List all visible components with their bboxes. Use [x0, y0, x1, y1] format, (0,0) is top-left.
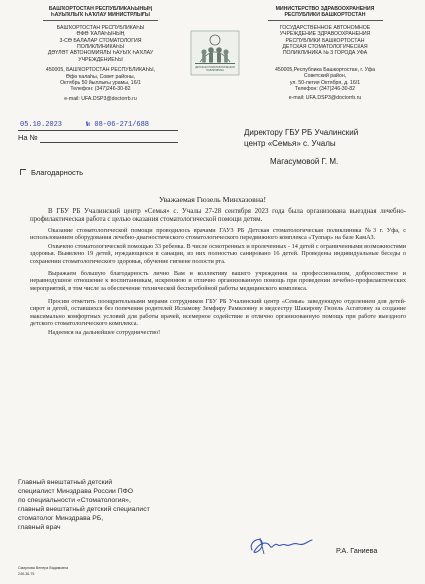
institution-bashkir-4: ПОЛИКЛИНИКАҺЫ — [77, 44, 124, 51]
paragraph-4: Выражаем большую благодарность лично Вам и коллективу вашего учреждения за профессионализм, добросовестное и неравнодушное отношение к воспитанникам, искреннюю и отлично организованную помощь при проведении лечебно-профилактических мероприятий, в том числе за обеспечение технической бесперебойной работы медицинского комплекса. — [30, 270, 406, 292]
signatory-name: Р.А. Ганиева — [336, 546, 378, 555]
signatory-line-2: специалист Минздрава России ПФО — [18, 488, 134, 495]
paragraph-6: Надеемся на дальнейшее сотрудничество! — [48, 329, 161, 337]
institution-bashkir-2: ӨФӨ ҠАЛАҺЫНЫҢ — [76, 31, 125, 38]
address-bashkir-2: Өфө ҡалаһы, Совет районы, — [65, 73, 136, 80]
ministry-bashkir-1: БАШҠОРТОСТАН РЕСПУБЛИКАҺЫНЫҢ — [48, 6, 153, 12]
institution-russian-2: УЧРЕЖДЕНИЕ ЗДРАВООХРАНЕНИЯ — [279, 31, 371, 38]
reply-number-underline — [40, 142, 178, 143]
logo-caption: ДЕТСКАЯ СТОМАТОЛОГИЧЕСКАЯ ПОЛИКЛИНИКА — [195, 66, 235, 72]
institution-bashkir-3: 3-СӨ БАЛАЛАР СТОМАТОЛОГИЯ — [59, 37, 142, 44]
email-left: e-mail: UFA.DSP3@doctorrb.ru — [64, 95, 137, 102]
signatory-line-5: стоматолог Минздрава РБ, — [18, 515, 104, 522]
executor-name: Смирнова Венера Вадимовна — [18, 566, 69, 570]
paragraph-1: В ГБУ РБ Учалинский центр «Семья» с. Учалы 27-28 сентября 2023 года была организована выездная лечебно-профилактическая работа с целью оказания стоматологической помощи детям. — [30, 208, 406, 224]
greeting: Уважаемая Гюзель Минхазовна! — [158, 195, 267, 204]
addressee-name: Магасумовой Г. М. — [270, 157, 339, 166]
registration-number: № 08-06-271/688 — [86, 121, 150, 129]
institution-russian-1: ГОСУДАРСТВЕННОЕ АВТОНОМНОЕ — [279, 24, 371, 31]
signatory-line-3: по специальности «Стоматология», — [18, 497, 131, 504]
signatory-line-6: главный врач — [18, 524, 61, 531]
header-left — [18, 6, 183, 102]
registration-underline — [18, 130, 178, 131]
paragraph-2: Оказание стоматологической помощи проводилось врачами ГАУЗ РБ Детская стоматологическая поликлиника №3 г. Уфа, с использованием оборудования лечебно-диагностического стоматологического передвижного комплекса «Тулпар» на базе КамАЗ. — [30, 226, 406, 241]
ministry-russian-2: РЕСПУБЛИКИ БАШКОРТОСТАН — [284, 12, 366, 19]
institution-bashkir-6: УЧРЕЖДЕНИЕҺЫ — [78, 56, 123, 63]
address-bashkir-3: Октябрь 50 йыллығы урамы, 16/1 — [60, 80, 141, 87]
institution-russian-3: РЕСПУБЛИКИ БАШКОРТОСТАН — [285, 37, 365, 44]
email-right: e-mail: UFA.DSP3@doctorrb.ru — [288, 95, 362, 102]
subject: Благодарность — [31, 168, 84, 177]
address-russian-1: 450005,Республика Башкортостан, г. Уфа — [274, 66, 376, 73]
institution-bashkir-1: БАШҠОРТОСТАН РЕСПУБЛИКАҺЫ — [56, 24, 145, 31]
institution-bashkir-5: ДӘҮЛӘТ АВТОНОМИЯЛЫ ҺАУЫҠ ҺАҠЛАУ — [47, 50, 154, 57]
paragraph-5: Просим отметить поощрительными мерами сотрудников ГБУ РБ Учалинский центр «Семья» заведующую отделением для детей-сирот и детей, оставшихся без попечения родителей Исламову Земфиру Рамиловну и медсестру Шакирову Гюзель Асгатовну за создание максимально комфортных условий для работы врачей, всемерное содействие и отлично организованную помощь при работе выездного детского стоматологического комплекса. — [30, 297, 406, 327]
header-left-divider — [43, 20, 158, 21]
header-right — [240, 6, 410, 102]
address-russian-2: Советский район, — [303, 73, 347, 80]
ministry-bashkir-2: ҺАУЫҠЛЫҠ ҺАҠЛАУ МИНИСТРЛЫҒЫ — [51, 12, 150, 19]
address-bashkir-4: Телефон: (347)246-30-82 — [70, 86, 131, 93]
letter-body — [30, 208, 406, 338]
signature-icon — [246, 532, 316, 558]
signatory-line-1: Главный внештатный детский — [18, 479, 113, 486]
signatory-title — [18, 478, 150, 532]
ministry-russian-1: МИНИСТЕРСТВО ЗДРАВООХРАНЕНИЯ — [275, 6, 375, 12]
registration-date: 05.10.2023 — [20, 121, 63, 129]
institution-russian-5: ПОЛИКЛИНИКА № 3 ГОРОДА УФА — [282, 50, 368, 57]
address-russian-4: Телефон: (347)246-30-82 — [294, 86, 356, 93]
addressee-line-2: центр «Семья» с. Учалы — [244, 139, 336, 148]
header-right-divider — [268, 20, 383, 21]
signatory-line-4: главный внештатный детский специалист — [18, 506, 150, 513]
subject-corner-mark — [20, 169, 26, 175]
address-russian-3: ул. 50-летия Октября, д. 16/1 — [289, 79, 361, 86]
reply-number-label: На № — [18, 133, 38, 142]
addressee-line-1: Директору ГБУ РБ Учалинский — [244, 128, 359, 137]
handwritten-signature — [246, 532, 316, 558]
institution-russian-4: ДЕТСКАЯ СТОМАТОЛОГИЧЕСКАЯ — [282, 44, 368, 51]
paragraph-3: Охвачено стоматологической помощью 33 ребенка. В числе осмотренных и пролеченных - 14 детей с ограниченными возможностями здоровья. Выявлено 19 детей, нуждающихся в санации, из них полностью санировано 16 детей. Проведены индивидуальные беседы о сохранении стоматологического здоровья, обучение гигиене полости рта. — [30, 243, 406, 265]
clinic-logo — [190, 30, 240, 76]
executor-phone: 246-36-75 — [18, 572, 35, 576]
address-bashkir-1: 450005, БАШҠОРТОСТАН РЕСПУБЛИКАҺЫ, — [45, 67, 156, 74]
